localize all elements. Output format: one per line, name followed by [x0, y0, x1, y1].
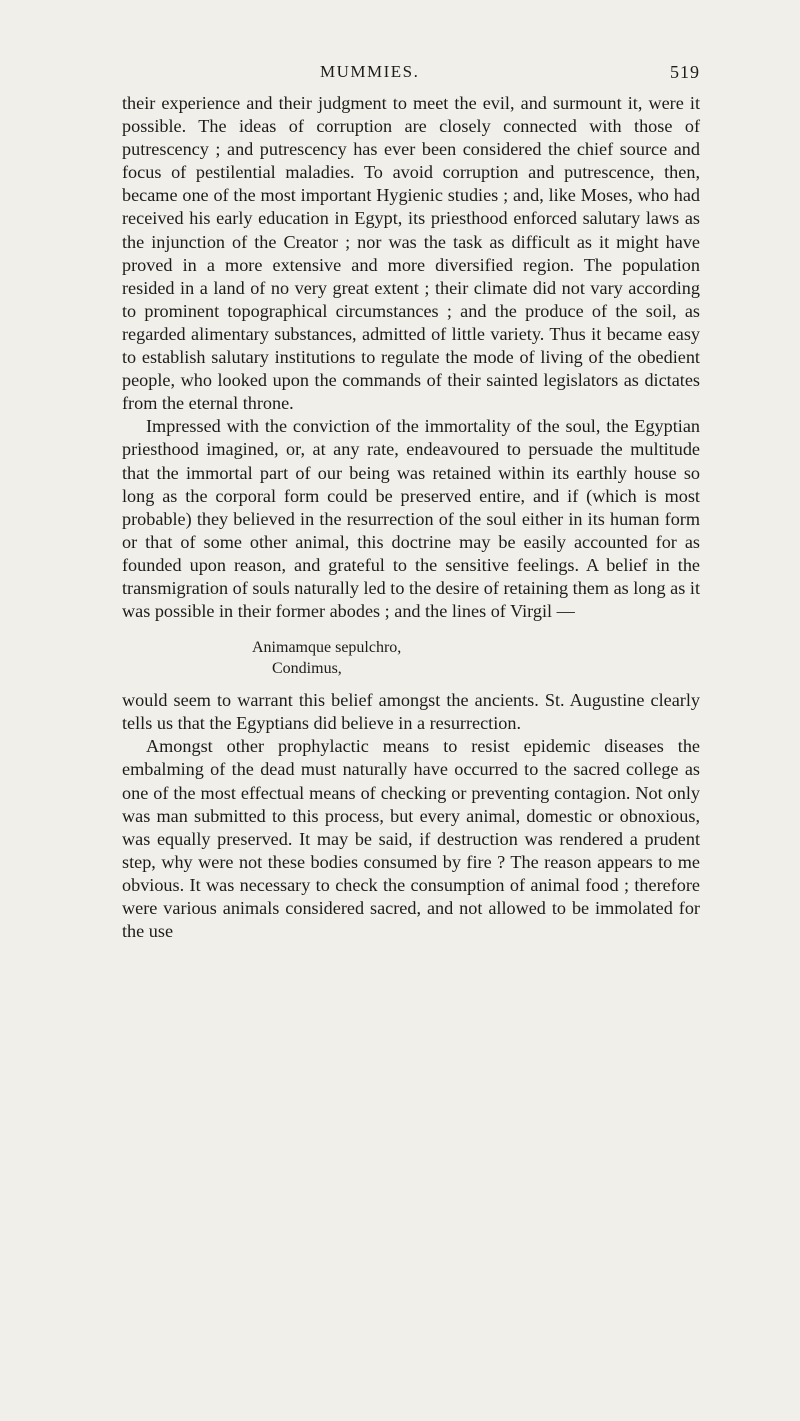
paragraph-3: would seem to warrant this belief amongst the ancients. St. Augustine clearly tells us that the Egyptians did believe in a resurrection.: [122, 690, 700, 734]
quote-line-2: Condimus,: [272, 660, 342, 678]
running-title: MUMMIES.: [320, 62, 420, 81]
body-text: [122, 92, 700, 943]
paragraph-4: Amongst other prophylactic means to resist epidemic diseases the embalming of the dead must naturally have occurred to the sacred college as one of the most effectual means of checking or preventing contagion. Not only was man submitted to this process, but every animal, domestic or obnoxious, was equally preserved. It may be said, if destruction was rendered a prudent step, why were not these bodies consumed by fire ? The reason appears to me obvious. It was necessary to check the consumption of animal food ; therefore were various animals considered sacred, and not allowed to be immolated for the use: [122, 736, 700, 942]
running-head: [120, 62, 700, 86]
paragraph-1: their experience and their judgment to meet the evil, and surmount it, were it possible. The ideas of corruption are closely connected with those of putrescency ; and putrescency has ever been considered the chief source and focus of pestilential maladies. To avoid corruption and putrescence, then, became one of the most important Hygienic studies ; and, like Moses, who had received his early education in Egypt, its priesthood enforced salutary laws as the injunction of the Creator ; nor was the task as difficult as it might have proved in a more extensive and more diversified region. The population resided in a land of no very great extent ; their climate did not vary according to prominent topographical circumstances ; and the produce of the soil, as regarded alimentary substances, admitted of little variety. Thus it became easy to establish salutary institutions to regulate the mode of living of the obedient people, who looked upon the commands of their sainted legislators as dictates from the eternal throne.: [122, 93, 700, 414]
paragraph-2: Impressed with the conviction of the immortality of the soul, the Egyptian priesthood imagined, or, at any rate, endeavoured to persuade the multitude that the immortal part of our being was retained within its earthly house so long as the corporal form could be preserved entire, and if (which is most probable) they believed in the resurrection of the soul either in its human form or that of some other animal, this doctrine may be easily accounted for as founded upon reason, and grateful to the sensitive feelings. A belief in the transmigration of souls naturally led to the desire of retaining them as long as it was possible in their former abodes ; and the lines of Virgil —: [122, 416, 700, 622]
virgil-quote: [122, 637, 700, 679]
quote-line-1: Animamque sepulchro,: [252, 639, 402, 657]
page-number: 519: [670, 62, 700, 82]
